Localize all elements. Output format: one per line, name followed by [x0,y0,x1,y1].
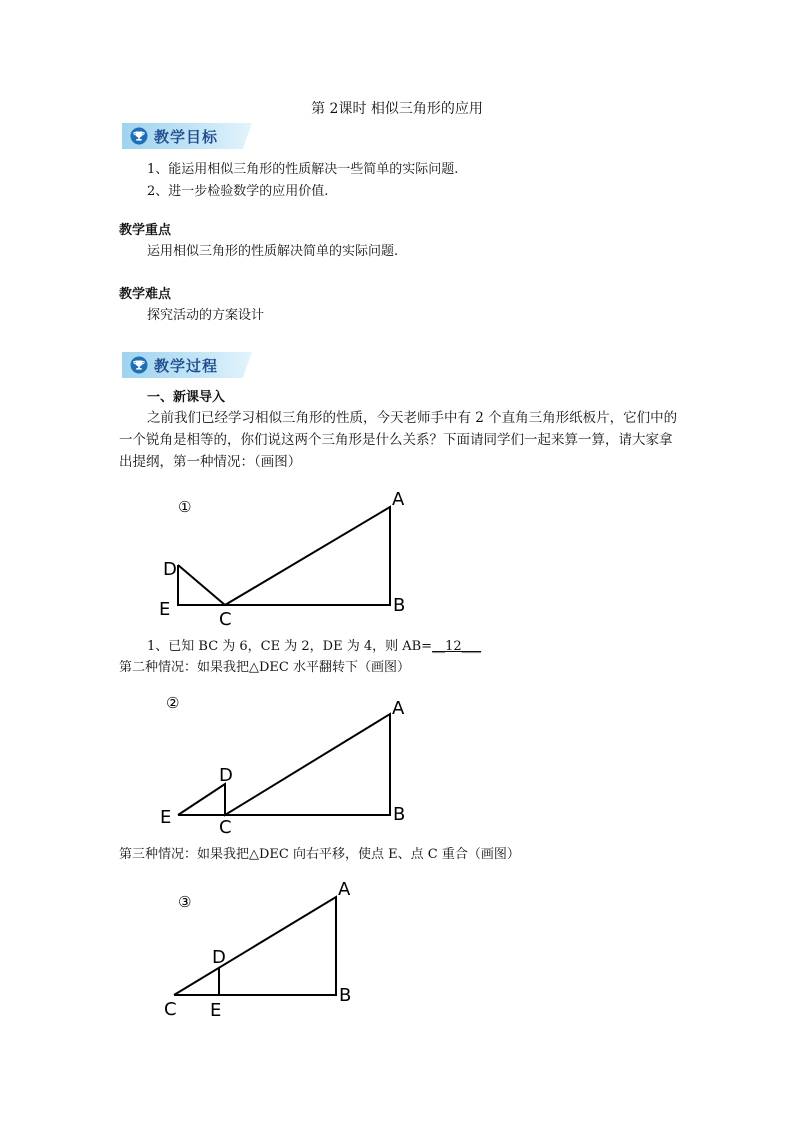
section-title-goals: 教学目标 [154,128,219,146]
goal-item-2: 2、进一步检验数学的应用价值. [147,184,329,199]
question-1 [147,638,481,656]
figure-2 [150,690,430,840]
intro-paragraph-text: 之前我们已经学习相似三角形的性质，今天老师手中有 2 个直角三角形纸板片，它们中的一个锐角是相等的，你们说这两个三角形是什么关系？下面请同学们一起来算一算，请大家拿出提纲，第一种情况：（画图） [119,410,678,470]
label-A: A [392,698,405,719]
label-D: D [163,559,177,580]
label-D: D [219,765,233,786]
difficulty-text: 探究活动的方案设计 [147,308,265,323]
difficulty-heading: 教学难点 [119,287,172,302]
intro-heading: 一、新课导入 [147,390,226,405]
label-E: E [160,807,172,828]
trophy-icon [130,356,148,374]
figure-1 [150,485,430,630]
key-point-text: 运用相似三角形的性质解决简单的实际问题. [147,244,399,259]
label-B: B [339,985,352,1006]
section-banner-process [122,352,252,378]
figure-2-marker: ② [166,694,180,712]
label-D: D [212,947,226,968]
figure-3-marker: ③ [178,893,192,911]
key-point-heading: 教学重点 [119,223,172,238]
label-B: B [393,804,406,825]
goal-item-1: 1、能运用相似三角形的性质解决一些简单的实际问题. [147,162,459,177]
label-B: B [393,595,406,616]
section-title-process: 教学过程 [154,357,219,375]
label-A: A [392,489,405,510]
triangles-outline [178,714,390,815]
page-title: 第 2课时 相似三角形的应用 [311,101,483,117]
figure-1-marker: ① [178,498,192,516]
intro-paragraph [119,407,679,473]
section-banner-goals [122,123,252,149]
case-3-text: 第三种情况：如果我把△DEC 向右平移，使点 E、点 C 重合（画图） [119,847,520,862]
label-E: E [159,599,171,620]
case-2-text: 第二种情况：如果我把△DEC 水平翻转下（画图） [119,660,410,675]
label-C: C [219,609,232,630]
label-E: E [210,1000,222,1021]
label-C: C [164,999,177,1020]
figure-3 [150,875,380,1025]
question-1-answer: __12___ [432,639,482,654]
label-A: A [338,879,351,900]
trophy-icon [130,127,148,145]
triangles-outline [178,507,390,605]
triangle-abc-outline [174,897,336,995]
label-C: C [219,817,232,838]
question-1-text: 1、已知 BC 为 6，CE 为 2，DE 为 4，则 AB= [147,639,433,654]
